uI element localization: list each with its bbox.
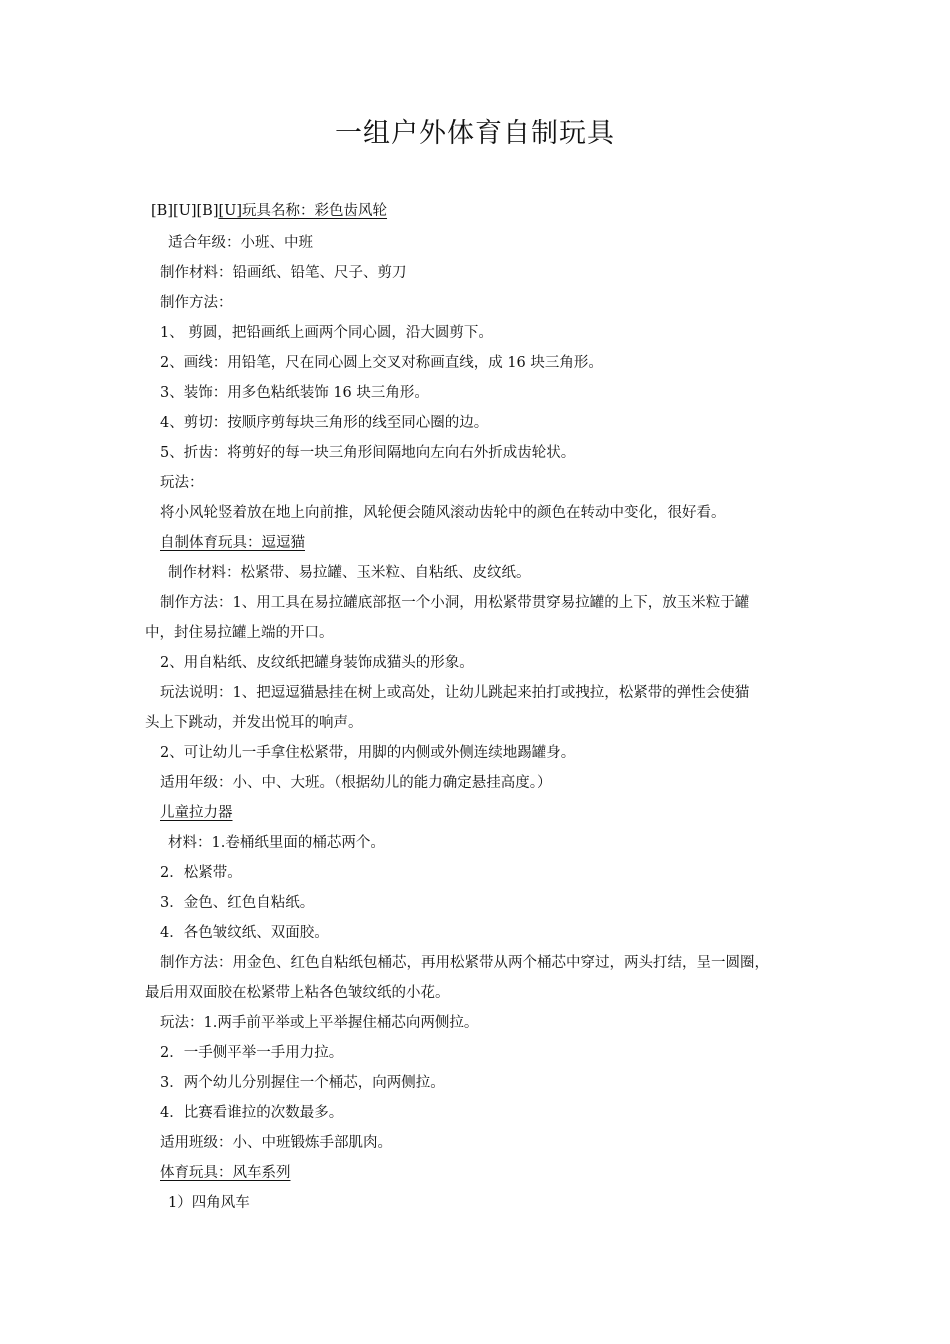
section1-heading-line [151,200,387,222]
section2-grade: 适用年级：小、中、大班。（根据幼儿的能力确定悬挂高度。） [160,775,552,791]
section3-material-3: 3．金色、红色自粘纸。 [160,895,315,911]
section3-heading: 儿童拉力器 [160,805,233,821]
section3-method-a: 制作方法：用金色、红色自粘纸包桶芯，再用松紧带从两个桶芯中穿过，两头打结，呈一圆圈， [160,955,769,971]
section3-play-1: 玩法：1.两手前平举或上平举握住桶芯向两侧拉。 [160,1015,479,1031]
section1-grade: 适合年级：小班、中班 [168,235,313,251]
section1-play-label: 玩法： [160,475,204,491]
section1-method-label: 制作方法： [160,295,233,311]
section1-step-2: 2、画线：用铅笔，尺在同心圆上交叉对称画直线，成 16 块三角形。 [160,355,603,371]
section2-play-1a: 玩法说明：1、把逗逗猫悬挂在树上或高处，让幼儿跳起来拍打或拽拉，松紧带的弹性会使猫 [160,685,750,701]
section1-step-5: 5、折齿：将剪好的每一块三角形间隔地向左向右外折成齿轮状。 [160,445,576,461]
section2-play-2: 2、可让幼儿一手拿住松紧带，用脚的内侧或外侧连续地踢罐身。 [160,745,576,761]
section4-heading: 体育玩具：风车系列 [160,1165,291,1181]
section4-item-1: 1）四角风车 [168,1195,250,1211]
section2-method-1a: 制作方法：1、用工具在易拉罐底部抠一个小洞，用松紧带贯穿易拉罐的上下，放玉米粒于罐 [160,595,750,611]
section1-step-3: 3、装饰：用多色粘纸装饰 16 块三角形。 [160,385,429,401]
section1-step-1: 1、 剪圆，把铅画纸上画两个同心圆，沿大圆剪下。 [160,325,493,341]
section1-materials: 制作材料：铅画纸、铅笔、尺子、剪刀 [160,265,407,281]
section2-materials: 制作材料：松紧带、易拉罐、玉米粒、自粘纸、皮纹纸。 [168,565,531,581]
section2-play-1b: 头上下跳动，并发出悦耳的响声。 [145,715,363,731]
document-title: 一组户外体育自制玩具 [335,118,615,149]
section3-play-3: 3．两个幼儿分别握住一个桶芯，向两侧拉。 [160,1075,445,1091]
section2-method-1b: 中，封住易拉罐上端的开口。 [145,625,334,641]
section1-play: 将小风轮竖着放在地上向前推，风轮便会随风滚动齿轮中的颜色在转动中变化，很好看。 [160,505,726,521]
section2-heading: 自制体育玩具：逗逗猫 [160,535,305,551]
section1-heading: [U]玩具名称：彩色齿风轮 [218,203,388,219]
section3-materials: 材料：1.卷桶纸里面的桶芯两个。 [168,835,385,851]
section3-play-4: 4．比赛看谁拉的次数最多。 [160,1105,344,1121]
section2-method-2: 2、用自粘纸、皮纹纸把罐身装饰成猫头的形象。 [160,655,474,671]
section3-material-4: 4．各色皱纹纸、双面胶。 [160,925,329,941]
section3-method-b: 最后用双面胶在松紧带上粘各色皱纹纸的小花。 [145,985,450,1001]
section3-play-2: 2．一手侧平举一手用力拉。 [160,1045,344,1061]
section1-step-4: 4、剪切：按顺序剪每块三角形的线至同心圈的边。 [160,415,489,431]
section3-grade: 适用班级：小、中班锻炼手部肌肉。 [160,1135,392,1151]
section3-material-2: 2．松紧带。 [160,865,242,881]
section1-heading-prefix: [B][U][B] [151,203,219,219]
